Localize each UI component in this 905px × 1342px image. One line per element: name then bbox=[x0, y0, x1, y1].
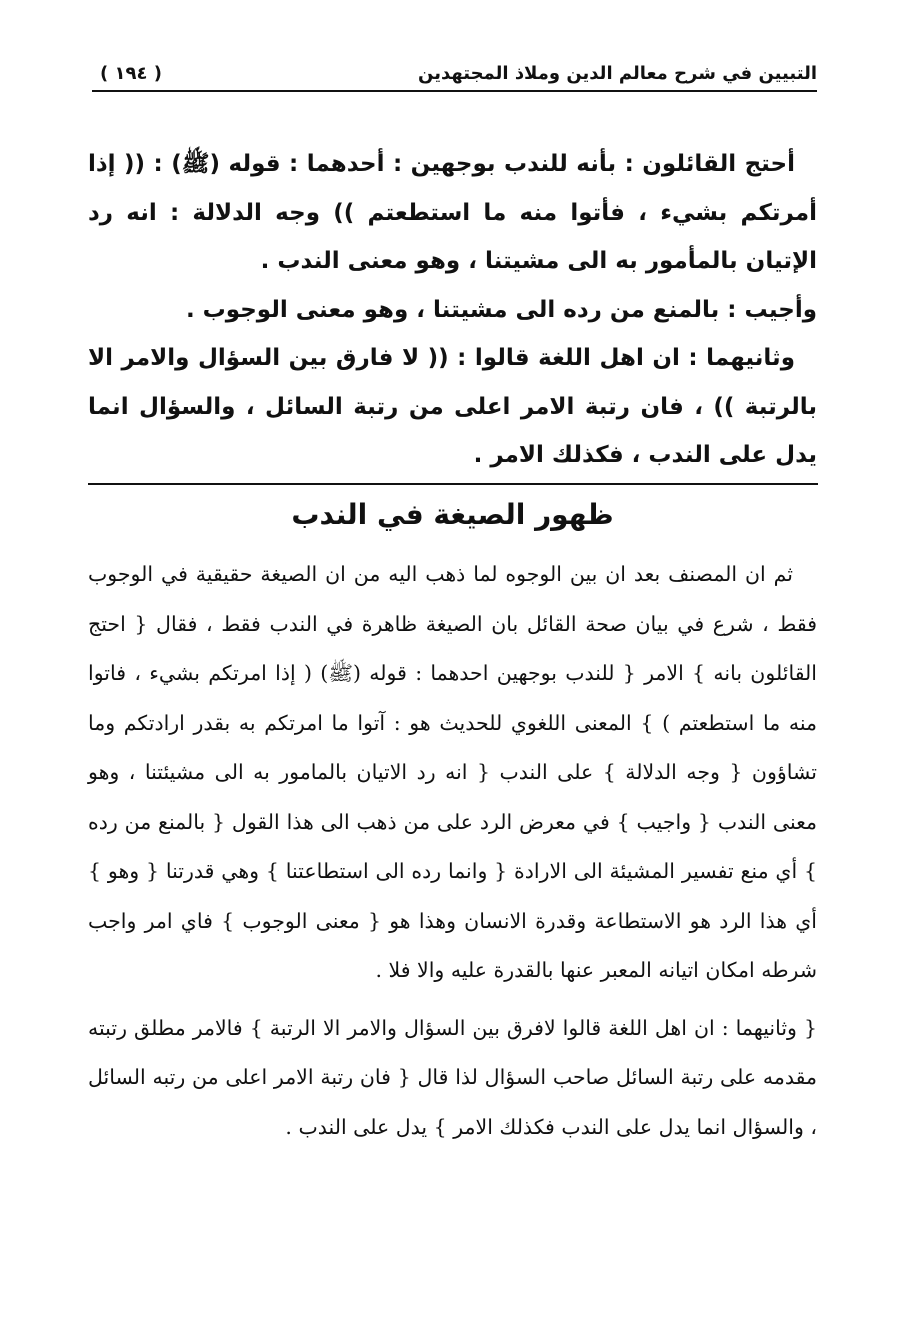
section-heading: ظهور الصيغة في الندب bbox=[291, 498, 614, 531]
commentary-paragraph: ثم ان المصنف بعد ان بين الوجوه لما ذهب اليه من ان الصيغة حقيقية في الوجوب فقط ، شرع في بيان صحة القائل بان الصيغة ظاهرة في الندب فقط ، فقال { احتج القائلون بانه } الامر { للندب بوجهين احدهما : قوله (ﷺ) ( إذا امرتكم بشيء ، فاتوا منه ما استطعتم ) } المعنى اللغوي للحديث هو : آتوا ما امرتكم به بقدر ارادتكم وما تشاؤون { وجه الدلالة } على الندب { انه رد الاتيان بالمامور به الى مشيئتنا ، وهو معنى الندب { واجيب } في معرض الرد على من ذهب الى هذا القول { بالمنع من رده } أي منع تفسير المشيئة الى الارادة { وانما رده الى استطاعتنا } وهي قدرتنا { وهو } أي هذا الرد هو الاستطاعة وقدرة الانسان وهذا هو { معنى الوجوب } فاي امر واجب شرطه امكان اتيانه المعبر عنها بالقدرة عليه والا فلا . bbox=[88, 562, 817, 982]
commentary-block bbox=[88, 550, 817, 1152]
main-paragraph: وثانيهما : ان اهل اللغة قالوا : (( لا فارق بين السؤال والامر الا بالرتبة )) ، فان رتبة الامر اعلى من رتبة السائل ، والسؤال انما يدل على الندب ، فكذلك الامر . bbox=[88, 345, 817, 468]
page-number: ( ١٩٤ ) bbox=[100, 62, 162, 84]
main-paragraph: أحتج القائلون : بأنه للندب بوجهين : أحدهما : قوله (ﷺ) : (( إذا أمرتكم بشيء ، فأتوا منه ما استطعتم )) وجه الدلالة : انه رد الإتيان بالمأمور به الى مشيتنا ، وهو معنى الندب . bbox=[88, 151, 817, 274]
main-paragraph: وأجيب : بالمنع من رده الى مشيتنا ، وهو معنى الوجوب . bbox=[185, 296, 817, 323]
running-header bbox=[92, 56, 817, 92]
commentary-paragraph: { وثانيهما : ان اهل اللغة قالوا لافرق بين السؤال والامر الا الرتبة } فالامر مطلق رتبته مقدمه على رتبة السائل صاحب السؤال لذا قال { فان رتبة الامر اعلى من رتبه السائل ، والسؤال انما يدل على الندب فكذلك الامر } يدل على الندب . bbox=[88, 1015, 817, 1139]
section-divider bbox=[88, 483, 818, 485]
header-title: التبيين في شرح معالم الدين وملاذ المجتهدين bbox=[418, 62, 817, 84]
main-text-block bbox=[88, 140, 817, 480]
